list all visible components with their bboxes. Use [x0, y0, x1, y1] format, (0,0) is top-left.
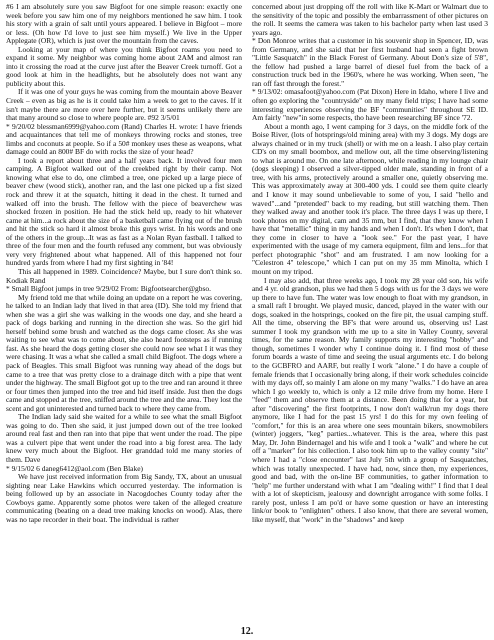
paragraph: * 9/13/02: omasafoot@yahoo.com (Pat Dixon) Here in Idaho, where I live and often go exploring the "countryside" on my many field trips; I have had some interesting experiences observing the BF "communities" throughout SE ID. Am fairly "new"in some respects, tho have been researching BF since '72. [252, 87, 488, 123]
right-column [252, 3, 488, 620]
paragraph: Looking at your map of where you think Bigfoot roams you need to expand it some. My neighbor was coming home about 2AM and almost ran into it crossing the road at the curve just after the Beaver Creek turnoff. Got a good look at him in the headlights, but he absolutely does not want any publicity about this. [6, 44, 242, 88]
paragraph: concerned about just dropping off the roll with like K-Mart or Walmart due to the sensitivity of the topic and possibly the embarrassment of other pictures on the roll. It seems the camera was taken to his bachelor party when last used 3 years ago. [252, 3, 488, 37]
paragraph: We have just received information from Big Sandy, TX, about an unusual sighting near Lake Hawkins which occurred yesterday. The information is being followed up by an associate in Nacogdoches County today after the Cowboys game. Apparently some photos were taken of the alleged creature communicating (beating on a dead tree making knocks on wood). Alas, there was no tape recorder in their boat. The individual is rather [6, 472, 242, 524]
page-number: 12. [240, 626, 254, 637]
paragraph: * 9/15/02 6 daneg6412@aol.com (Ben Blake) [6, 463, 143, 473]
paragraph: * 9/20/02 blessman6999@yahoo.com (Rand) Charles H. wrote: I have friends and acquaintances that tell me of monkeys throwing rocks and stones, tree limbs and coconuts at people. So if a 50# monkey uses these as weapons, what damage could an 800# BF do with rocks the size of your head? [6, 121, 242, 157]
paragraph: * Small Bigfoot jumps in tree 9/29/02 From: Bigfootsearcher@gbso. [6, 284, 211, 294]
paragraph: The Indian lady said she waited for a while to see what the small Bigfoot was going to do. Then she said, it just jumped down out of the tree looked around real fast and then ran into that pipe that went under the road. The pipe was a culvert pipe that went under the road into a big forest area. The lady knew very much about the Bigfoot. Her granddad told me many stories of them. Dave [6, 412, 242, 464]
left-column [6, 3, 242, 620]
text-columns [6, 3, 488, 620]
paragraph: I may also add, that three weeks ago, I took my 28 year old son, his wife and 4 yr. old grandson, plus we had then 5 dogs with us for the 3 days we were up there to have fun. The water was low enough to float with my grandson, in a small raft I brought. We played music, danced, played in the water with our dogs, soaked in the hotsprings, cooked on the fire pit, the usual camping stuff. All the time, observing the BF's that were around us, observing us! Last summer I took my grandson with me up to a site in Valley County, several times, for the same reason. My family supports my interesting "hobby" and though, sometimes I wonder why I continue doing it. I find most of these forum boards a waste of time and seeing the usual arguments etc. I do belong to the GCBFRO and AARF, but really I work "alone." I do have a couple of female friends that I occasionally bring along, if their work schedules coincide with my days off, so mainly I am alone on my many "walks." I do have an area which I go weekly to, which is only a 12 mile drive from my home. Here I "feed" them and observe them at a distance. Been doing that for a year, but after "discovering" the first footprints, I now don't walk/run my dogs there anymore, like I had for the past 15 yrs! I do this for my own feeling of "comfort," for this is an area where one sees mountain bikers, snowmobilers (winter) joggers, "keg" parties...whatever. This is the area, where this past May, Dr. John Bindernagel and his wife and I took a "walk" and where he cut off a "marker" for his collection. I also took him up to the valley county "site" where I had a "close encounter" last July 5th with a group of Sasquatches, which was totally unexpected. I have had, now, since then, my experiences, good and bad, with the on-line BF communities, to gather information to "help" me further understand with what I am "dealing with!" I find that I deal with a lot of skepticism, jealousy and downright arrogance with some folks. I rarely post, unless I am po'd or have some question or have an interesting link/or book to "enlighten" others. I also know, that there are several women, like myself, that "work" in the "shadows" and keep [252, 275, 488, 524]
paragraph: #6 I am absolutely sure you saw Bigfoot for one simple reason: exactly one week before you saw him one of my neighbors mentioned he saw him. I took his story with a grain of salt until yours appeared. I believe in Bigfoot – more or less. (Oh how I'd love to just see him myself.) We live in the Upper Applegate (OR), which is just over the mountain from the caves. [6, 3, 242, 46]
paragraph: This all happened in 1989. Coincidence? Maybe, but I sure don't think so. Kodiak Rand [6, 266, 242, 285]
paragraph: About a month ago, I went camping for 3 days, on the middle fork of the Boise River, (lots of hotsprings/old mining area) with my 3 dogs. My dogs are always chained or in my truck (shell) or with me on a leash. I also play certain CD's on my small boombox, and mellow out, all the time observing/listening to what is around me. On one late afternoon, while reading in my lounge chair (dogs sleeping) I observed a silver-tipped older male, standing in front of a tree, with his arms, protectively around a smaller one, quietly observing me. This was approximately away at 300-400 yds. I could see them quite clearly and I know it may sound unbelievable to some of you, I said "hello and waved"...and "pretended" back to my reading, but still watching them. Then they walked away and another took it's place. The three days I was up there, I took photos on my digital, cam and 35 mm, but I find, that they know when I have that "metallic" thing in my hands and when I don't. It's when I don't, that they come in closer to have a "look see." For the past year, I have experimented with the usage of my camera equipment, film and lens...for that perfect photographic "shot" and am frustrated. I am now looking for a "Celestron 4" telescope," which I can put on my 35 mm Minolta, which I mount on my tripod. [252, 121, 488, 276]
paragraph: My friend told me that while doing an update on a report he was covering, he talked to an Indian lady that lived in that area (ID). She told my friend that when she was a girl she was walking in the woods one day, and she heard a pack of dogs barking and running in the direction she was. So the girl hid herself behind some brush and watched as the dogs came closer. As she was waiting to see what was to come about, she also heard footsteps as if running fast. As she heard the dogs getting closer she could now see what I it was they were chasing. It was a what she called a small child Bigfoot. The dogs where a pack of Beagles. This small Bigfoot was running way ahead of the dogs but came to a tree that was pretty close to a drainage ditch with a pipe that went under the highway. The small Bigfoot got up to the tree and ran around it three or four times then jumped into the tree and hid itself inside. Just then the dogs came and stopped at the tree, sniffed around the tree and the area. They lost the scent and got uninterested and turned back to where they came from. [6, 292, 242, 413]
paragraph: * Don Monroe writes that a customer in his souvenir shop in Spencer, ID, was from Germany, and she said that her first husband had seen a fight brown "Little Sasquatch" in the Black Forest of Germany. About Don's size of 5'8", the fellow had pushed a large barrel of diesel fuel from the back of a construction truck bed in the 1960's, where he was working. When seen, "he ran off fast through the forest." [252, 36, 488, 88]
paragraph: If it was one of your guys he was coming from the mountain above Beaver Creek – even as big as he is it could take him a week to get to the caves. If it isn't maybe there are more over here further, but it seems unlikely there are that many around so close to where people are. #92 3/5/01 [6, 87, 242, 123]
paragraph: I took a report about three and a half years back. It involved four men camping. A Bigfoot walked out of the creekbed right by their camp. Not knowing what else to do, one climbed a tree, one picked up a large piece of beaver chew (wood stick), another ran, and the last one picked up a fist sized rock and threw it at the squatch, hitting it dead in the chest. It turned and walked off into the brush. The fellow with the piece of beaverchew was shocked frozen in position. He had the stick held up, ready to hit whatever came at him...a rock about the size of a basketball came flying out of the brush and hit the stick so hard it almost broke this guys wrist. In his words and one of the others in the group...It was as fast as a Nolan Ryan fastball. I talked to three of the four men and the fourth refused any comment, but was obviously very very frightened about what happened. All of this happened not four hundred yards from where I had my first sighting in '84! [6, 155, 242, 268]
